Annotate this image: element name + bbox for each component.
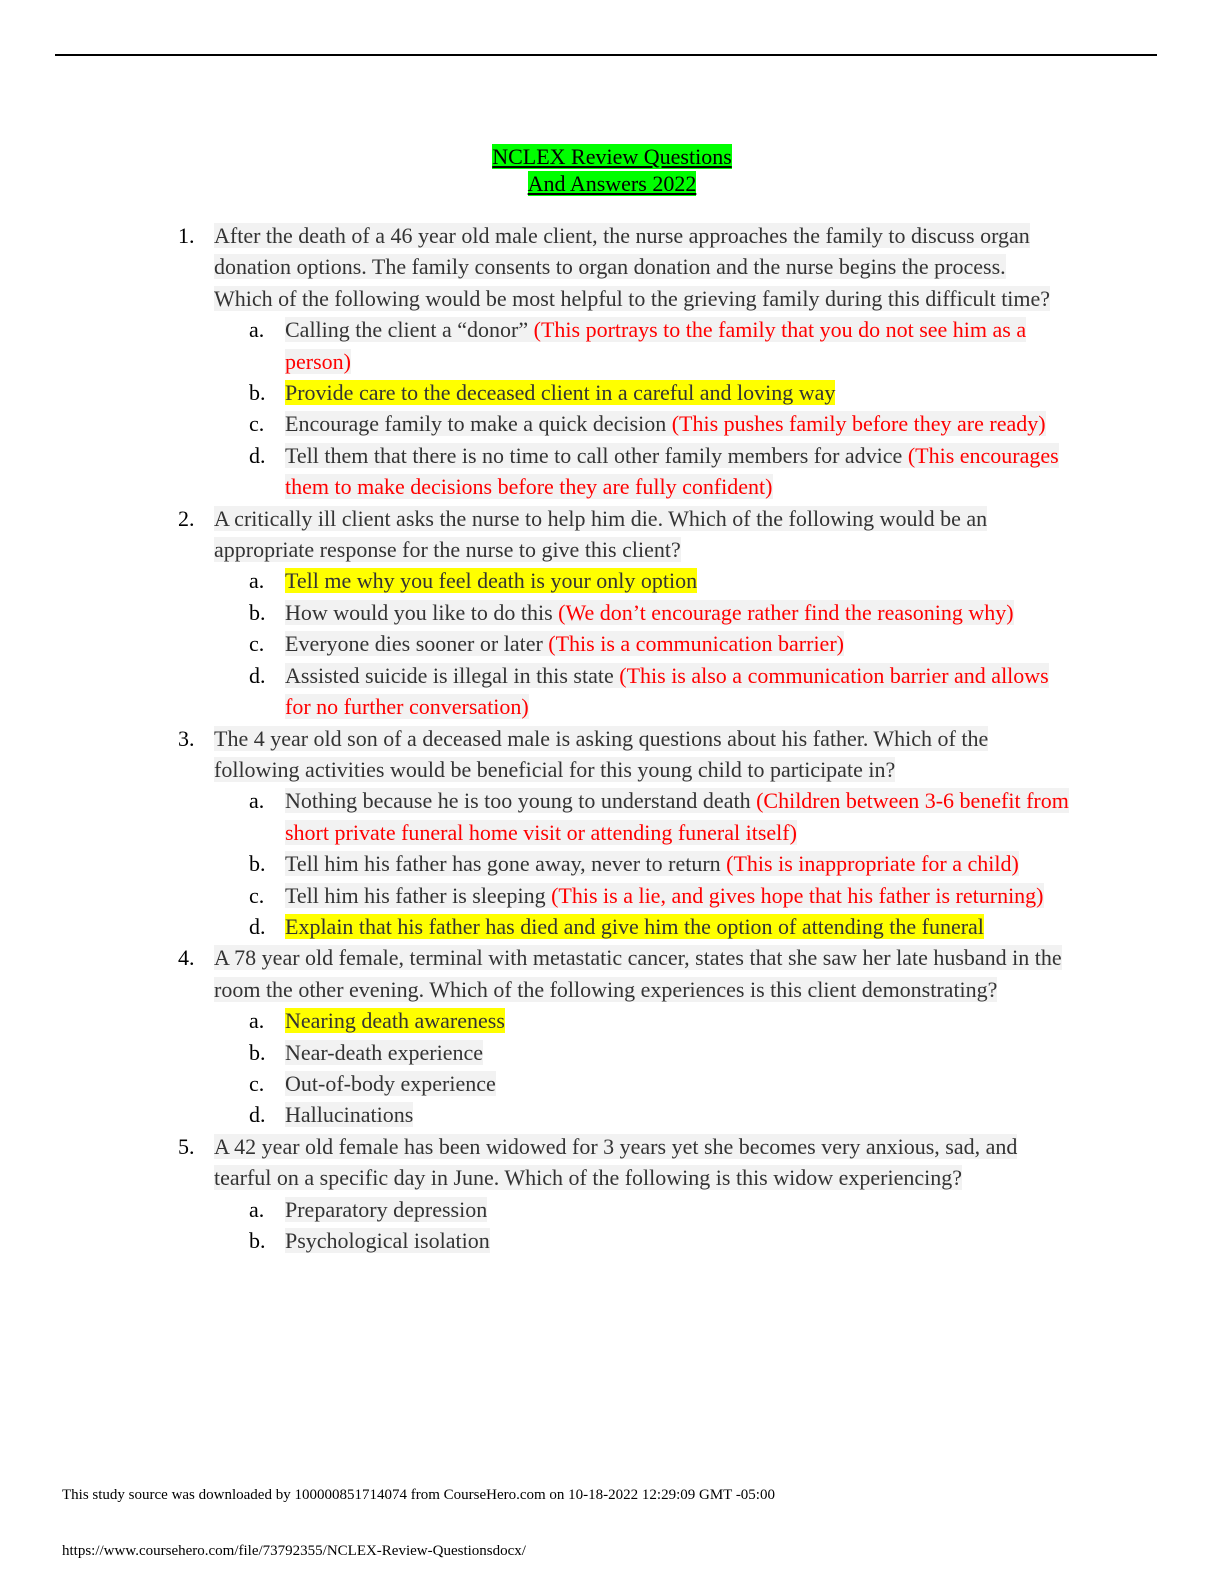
question-text: A 42 year old female has been widowed for 3 years yet she becomes very anxious, sad, and tearful on a specific day in June. Which of the following is this widow experiencing? [214,1133,1018,1191]
option-letter: a. [249,788,265,814]
correct-answer-text: Provide care to the deceased client in a careful and loving way [285,380,836,406]
question-list [0,220,1224,1256]
question-number: 2. [178,505,195,531]
rationale-note: (Children between 3-6 benefit from short private funeral home visit or attending funeral itself) [285,788,1069,845]
rationale-note: (We don’t encourage rather find the reasoning why) [558,599,1014,625]
option-text: Assisted suicide is illegal in this state [285,662,620,688]
option-letter: b. [249,380,266,406]
option-letter: d. [249,662,266,688]
answer-option [0,911,1070,942]
option-text: Hallucinations [285,1102,414,1128]
option-letter: b. [249,1039,266,1065]
question-text: The 4 year old son of a deceased male is asking questions about his father. Which of the following activities would be beneficial for this young child to participate in? [214,725,989,782]
title-line-1: NCLEX Review Questions [492,144,732,169]
question-number: 4. [178,945,195,971]
question-number: 3. [178,725,195,751]
option-letter: a. [249,568,265,594]
download-source-note: This study source was downloaded by 100000851714074 from CourseHero.com on 10-18-2022 12:29:09 GMT -05:00 [62,1487,775,1503]
option-text: Tell them that there is no time to call other family members for advice [285,442,908,468]
option-letter: d. [249,1102,266,1128]
answer-option [0,848,1070,879]
option-text: Calling the client a “donor” [285,317,534,343]
answer-option [0,1099,1070,1130]
option-letter: c. [249,882,265,908]
correct-answer-text: Nearing death awareness [285,1008,505,1034]
option-letter: c. [249,1070,265,1096]
rationale-note: (This is inappropriate for a child) [726,851,1019,877]
title-line-2: And Answers 2022 [527,171,697,196]
answer-option [0,785,1070,848]
option-text: Tell him his father has gone away, never to return [285,851,727,877]
correct-answer-text: Tell me why you feel death is your only option [285,568,698,594]
answer-option [0,565,1070,596]
answer-option [0,1194,1070,1225]
rationale-note: (This encourages them to make decisions before they are fully confident) [285,442,1059,500]
option-text: How would you like to do this [285,599,559,625]
option-letter: c. [249,411,265,437]
answer-option [0,1005,1070,1036]
option-text: Out-of-body experience [285,1070,496,1096]
question-item [0,942,1064,1005]
answer-option [0,880,1070,911]
question-text: After the death of a 46 year old male client, the nurse approaches the family to discuss organ donation options. The family consents to organ donation and the nurse begins the process. Which of the following would be most helpful to the grieving family during this difficult time? [214,223,1051,311]
question-item [0,220,1064,314]
answer-option [0,314,1070,377]
option-text: Everyone dies sooner or later [285,631,549,657]
option-letter: d. [249,442,266,468]
option-text: Encourage family to make a quick decision [285,411,672,437]
rationale-note: (This is a communication barrier) [548,631,844,657]
option-text: Near-death experience [285,1039,484,1065]
answer-option [0,440,1070,503]
option-letter: a. [249,317,265,343]
answer-option [0,1037,1070,1068]
answer-option [0,660,1070,723]
rationale-note: (This is a lie, and gives hope that his father is returning) [551,882,1044,908]
answer-option [0,628,1070,659]
answer-option [0,1225,1070,1256]
question-item [0,723,1064,786]
question-text: A 78 year old female, terminal with metastatic cancer, states that she saw her late husband in the room the other evening. Which of the following experiences is this client demonstrating? [214,945,1062,1002]
option-letter: d. [249,913,266,939]
document-title [0,143,1224,197]
option-letter: a. [249,1008,265,1034]
option-letter: a. [249,1196,265,1222]
rationale-note: (This pushes family before they are ready) [671,411,1046,437]
option-text: Tell him his father is sleeping [285,882,552,908]
answer-option [0,1068,1070,1099]
option-text: Psychological isolation [285,1228,490,1253]
question-number: 1. [178,223,195,248]
rationale-note: (This portrays to the family that you do not see him as a person) [285,317,1027,374]
answer-option [0,597,1070,628]
question-item [0,503,1064,566]
question-item [0,1131,1064,1194]
option-letter: b. [249,851,266,877]
option-text: Preparatory depression [285,1196,488,1222]
option-text: Nothing because he is too young to understand death [285,788,757,814]
answer-option [0,377,1070,408]
correct-answer-text: Explain that his father has died and give him the option of attending the funeral [285,913,984,939]
option-letter: c. [249,631,265,657]
option-letter: b. [249,1228,266,1253]
top-rule [55,54,1157,56]
question-number: 5. [178,1133,195,1159]
source-url: https://www.coursehero.com/file/73792355/NCLEX-Review-Questionsdocx/ [62,1543,526,1559]
rationale-note: (This is also a communication barrier and allows for no further conversation) [285,662,1049,720]
option-letter: b. [249,599,266,625]
answer-option [0,408,1070,439]
question-text: A critically ill client asks the nurse to help him die. Which of the following would be an appropriate response for the nurse to give this client? [214,505,988,563]
